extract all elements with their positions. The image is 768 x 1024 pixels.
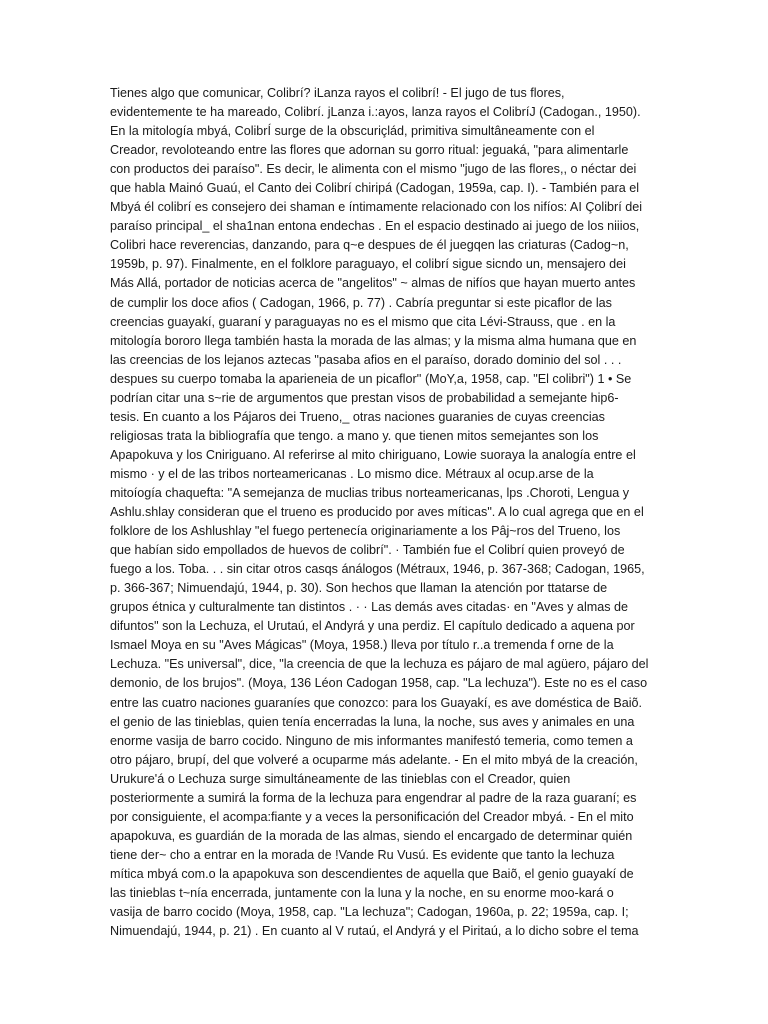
text-line: Nimuendajú, 1944, p. 21) . En cuanto al V rutaú, el Andyrá y el Piritaú, a lo dicho sobre el tema — [110, 924, 639, 939]
text-line: Urukure'á o Lechuza surge simultáneamente de las tinieblas con el Creador, quien — [110, 771, 571, 786]
text-line: fuego a los. Toba. . . sin citar otros casqs ánálogos (Métraux, 1946, p. 367-368; Cadogan, 1965, — [110, 562, 645, 577]
text-line: despues su cuerpo tomaba la aparieneia de un picaflor'' (MoY,a, 1958, cap. "El colibri") 1 • Se — [110, 371, 632, 386]
text-line: En la mitología mbyá, ColibrÍ surge de la obscuriçlád, primitiva simultâneamente con el — [110, 124, 595, 139]
text-line: grupos étnica y culturalmente tan distintos . · · Las demás aves citadas· en "Aves y almas de — [110, 600, 629, 615]
body-text — [110, 84, 670, 941]
text-line: Colibri hace reverencias, danzando, para q~e despues de él juegqen las criaturas (Cadog~n, — [110, 238, 629, 253]
text-line: que habla Mainó Guaú, el Canto dei Colibrí chiripá (Cadogan, 1959a, cap. I). - También para el — [110, 181, 640, 196]
text-line: entre las cuatro naciones guaraníes que conozco: para los Guayakí, es ave doméstica de Baiõ. — [110, 695, 643, 710]
text-line: podrían citar una s~rie de argumentos que prestan visos de probabilidad a semejante hip6- — [110, 390, 619, 405]
text-line: otro pájaro, brupí, del que volveré a ocuparme más adelante. - En el mito mbyá de la creación, — [110, 752, 638, 767]
text-line: las tinieblas t~nía encerrada, juntamente con la luna y la noche, en su enorme moo-kará o — [110, 885, 614, 900]
text-line: enorme vasija de barro cocido. Ninguno de mis informantes manifestó temeria, como temen a — [110, 733, 633, 748]
text-line: Tienes algo que comunicar, Colibrí? iLanza rayos el colibrí! - El jugo de tus flores, — [110, 86, 565, 100]
text-line: Mbyá él colibrí es consejero dei shaman e íntimamente relacionado con los nifíos: AI Çolibrí dei — [110, 200, 643, 215]
text-line: mismo · y el de las tribos norteamericanas . Lo mismo dice. Métraux al ocup.arse de la — [110, 466, 594, 481]
text-line: posteriormente a sumirá la forma de la lechuza para engendrar al padre de la raza guaraní; es — [110, 790, 637, 805]
text-line: mítica mbyá com.o la apapokuva son descendientes de aquella que Baiõ, el genio guayakí de — [110, 866, 634, 881]
text-line: con productos dei paraíso". Es decir, le alimenta con el mismo "jugo de las flores,, o néctar dei — [110, 162, 637, 177]
text-line: tesis. En cuanto a los Pájaros dei Trueno,_ otras naciones guaranies de cuyas creencias — [110, 409, 605, 424]
text-line: Lechuza. "Es universal", dice, "la creencia de que la lechuza es pájaro de mal agüero, pájaro del — [110, 657, 649, 672]
text-line: 1959b, p. 97). Finalmente, en el folklore paraguayo, el colibrí sigue sicndo un, mensajero dei — [110, 257, 626, 272]
text-line: religiosas trata la bibliografía que tengo. a mano y. que tienen mitos semejantes son los — [110, 428, 599, 443]
text-line: paraíso principal_ el sha1nan entona endechas . En el espacio destinado ai juego de los niiios, — [110, 219, 640, 234]
text-line: folklore de los Ashlushlay "el fuego pertenecía originariamente a los Pâj~ros del Trueno, los — [110, 524, 621, 539]
text-line: p. 366-367; Nimuendajú, 1944, p. 30). Son hechos que llaman Ia atención por ttatarse de — [110, 581, 608, 596]
text-line: Creador, revoloteando entre las flores que adornan su gorro ritual: jeguaká, "para alimentarle — [110, 143, 629, 158]
text-line: mitología bororo llega también hasta la morada de las almas; y la misma alma humana que en — [110, 333, 637, 348]
text-line: apapokuva, es guardián de Ia morada de las almas, siendo el encargado de determinar quién — [110, 828, 633, 843]
text-line: Ismael Moya en su "Aves Mágicas" (Moya, 1958.) lleva por título r..a tremenda f orne de la — [110, 638, 614, 653]
text-line: evidentemente te ha mareado, Colibrí. jLanza i.:ayos, lanza rayos el ColibríJ (Cadogan., 1950). — [110, 105, 641, 120]
text-line: Apapokuva y los Cniriguano. AI referirse al mito chiriguano, Lowie suoraya la analogía entre el — [110, 447, 636, 462]
text-line: vasija de barro cocido (Moya, 1958, cap. "La lechuza"; Cadogan, 1960a, p. 22; 1959a, cap. I; — [110, 905, 629, 920]
text-line: Más Allá, portador de noticias acerca de "angelitos" ~ almas de nifíos que hayan muerto antes — [110, 276, 636, 291]
text-line: por consiguiente, el acompa:fiante y a veces la personificación del Creador mbyá. - En el mito — [110, 809, 634, 824]
text-line: las creencias de los lejanos aztecas "pasaba afios en el paraíso, dorado dominio del sol . . . — [110, 352, 622, 367]
text-line: el genio de las tinieblas, quien tenía encerradas la luna, la noche, sus aves y animales en una — [110, 714, 635, 729]
text-line: creencias guayakí, guaraní y paraguayas no es el mismo que cita Lévi-Strauss, que . en la — [110, 314, 616, 329]
text-line: de cumplir los doce afios ( Cadogan, 1966, p. 77) . Cabría preguntar si este picaflor de las — [110, 295, 612, 310]
text-line: que habían sido empollados de huevos de colibrí". · También fue el Colibrí quien proveyó de — [110, 543, 625, 558]
text-line: demonio, de los brujos". (Moya, 136 Léon Cadogan 1958, cap. "La lechuza"). Este no es el caso — [110, 676, 648, 691]
text-line: Ashlu.shlay consideran que el trueno es producido por aves míticas". A lo cual agrega que en el — [110, 505, 644, 520]
text-line: difuntos" son la Lechuza, el Urutaú, el Andyrá y una perdiz. El capítulo dedicado a aquena por — [110, 619, 635, 634]
text-line: mitoíogía chaquefta: "A semejanza de muclias tribus norteamericanas, lps .Choroti, Lengua y — [110, 485, 629, 500]
text-line: tiene der~ cho a entrar en la morada de !Vande Ru Vusú. Es evidente que tanto la lechuza — [110, 847, 615, 862]
